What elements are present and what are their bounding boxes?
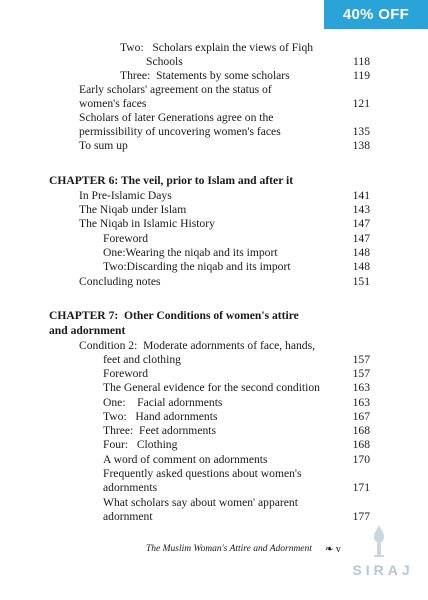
toc-page-number: 171 [352,481,370,494]
toc-entry: The Niqab in Islamic History [79,217,215,230]
toc-page-number: 148 [352,246,370,259]
toc-entry: Three: Feet adornments [103,424,216,437]
toc-entry: Three: Statements by some scholars [120,69,290,82]
toc-page-number: 118 [353,55,370,68]
toc-page-number: 163 [352,381,370,394]
toc-page-number: 121 [352,97,370,110]
siraj-logo-text: SIRAJ [352,562,414,578]
toc-page-number: 143 [352,203,370,216]
toc-entry: Condition 2: Moderate adornments of face, hands, [79,339,316,352]
toc-entry: What scholars say about women' apparent [103,496,298,509]
toc-entry: To sum up [79,139,128,152]
toc-page-number: 177 [352,510,370,523]
toc-page-number: 147 [352,232,370,245]
toc-page-number: 168 [352,438,370,451]
toc-entry: Early scholars' agreement on the status of [79,83,272,96]
toc-page-number: 157 [352,353,370,366]
toc-entry: adornment [103,510,153,523]
toc-entry: Two: Scholars explain the views of Fiqh [120,41,314,54]
toc-page-number: 147 [352,217,370,230]
minaret-logo-icon [366,524,392,558]
toc-entry: One:Wearing the niqab and its import [103,246,278,259]
toc-entry: One: Facial adornments [103,396,223,409]
toc-page-number: 167 [352,410,370,423]
toc-page-number: 148 [352,260,370,273]
toc-entry: Foreword [103,232,149,245]
toc-page-number: 170 [352,453,370,466]
chapter-heading: CHAPTER 6: The veil, prior to Islam and after it [49,174,294,187]
toc-entry: Two:Discarding the niqab and its import [103,260,291,273]
toc-entry: Two: Hand adornments [103,410,218,423]
toc-entry: Frequently asked questions about women's [103,467,302,480]
toc-entry: adornments [103,481,158,494]
running-footer: The Muslim Woman's Attire and Adornment [146,544,312,554]
toc-entry: feet and clothing [103,353,181,366]
toc-page-number: 135 [352,125,370,138]
toc-entry: In Pre-Islamic Days [79,189,172,202]
discount-badge: 40% OFF [324,0,428,29]
toc-page-number: 138 [352,139,370,152]
toc-page-number: 119 [353,69,370,82]
toc-entry: permissibility of uncovering women's faces [79,125,281,138]
toc-entry: Scholars of later Generations agree on the [79,111,274,124]
toc-entry: The General evidence for the second condition [103,381,320,394]
toc-entry: The Niqab under Islam [79,203,187,216]
toc-entry: Four: Clothing [103,438,178,451]
chapter-heading: and adornment [49,324,126,337]
toc-page-number: 151 [352,275,370,288]
toc-entry: Foreword [103,367,149,380]
toc-entry: women's faces [79,97,147,110]
chapter-heading: CHAPTER 7: Other Conditions of women's attire [49,309,299,322]
toc-page-number: 141 [352,189,370,202]
toc-page-number: 157 [352,367,370,380]
toc-entry: Schools [146,55,183,68]
toc-page-number: 168 [352,424,370,437]
toc-entry: Concluding notes [79,275,161,288]
footer-page-mark: ❧ v [325,544,341,555]
toc-entry: A word of comment on adornments [103,453,268,466]
toc-page-number: 163 [352,396,370,409]
